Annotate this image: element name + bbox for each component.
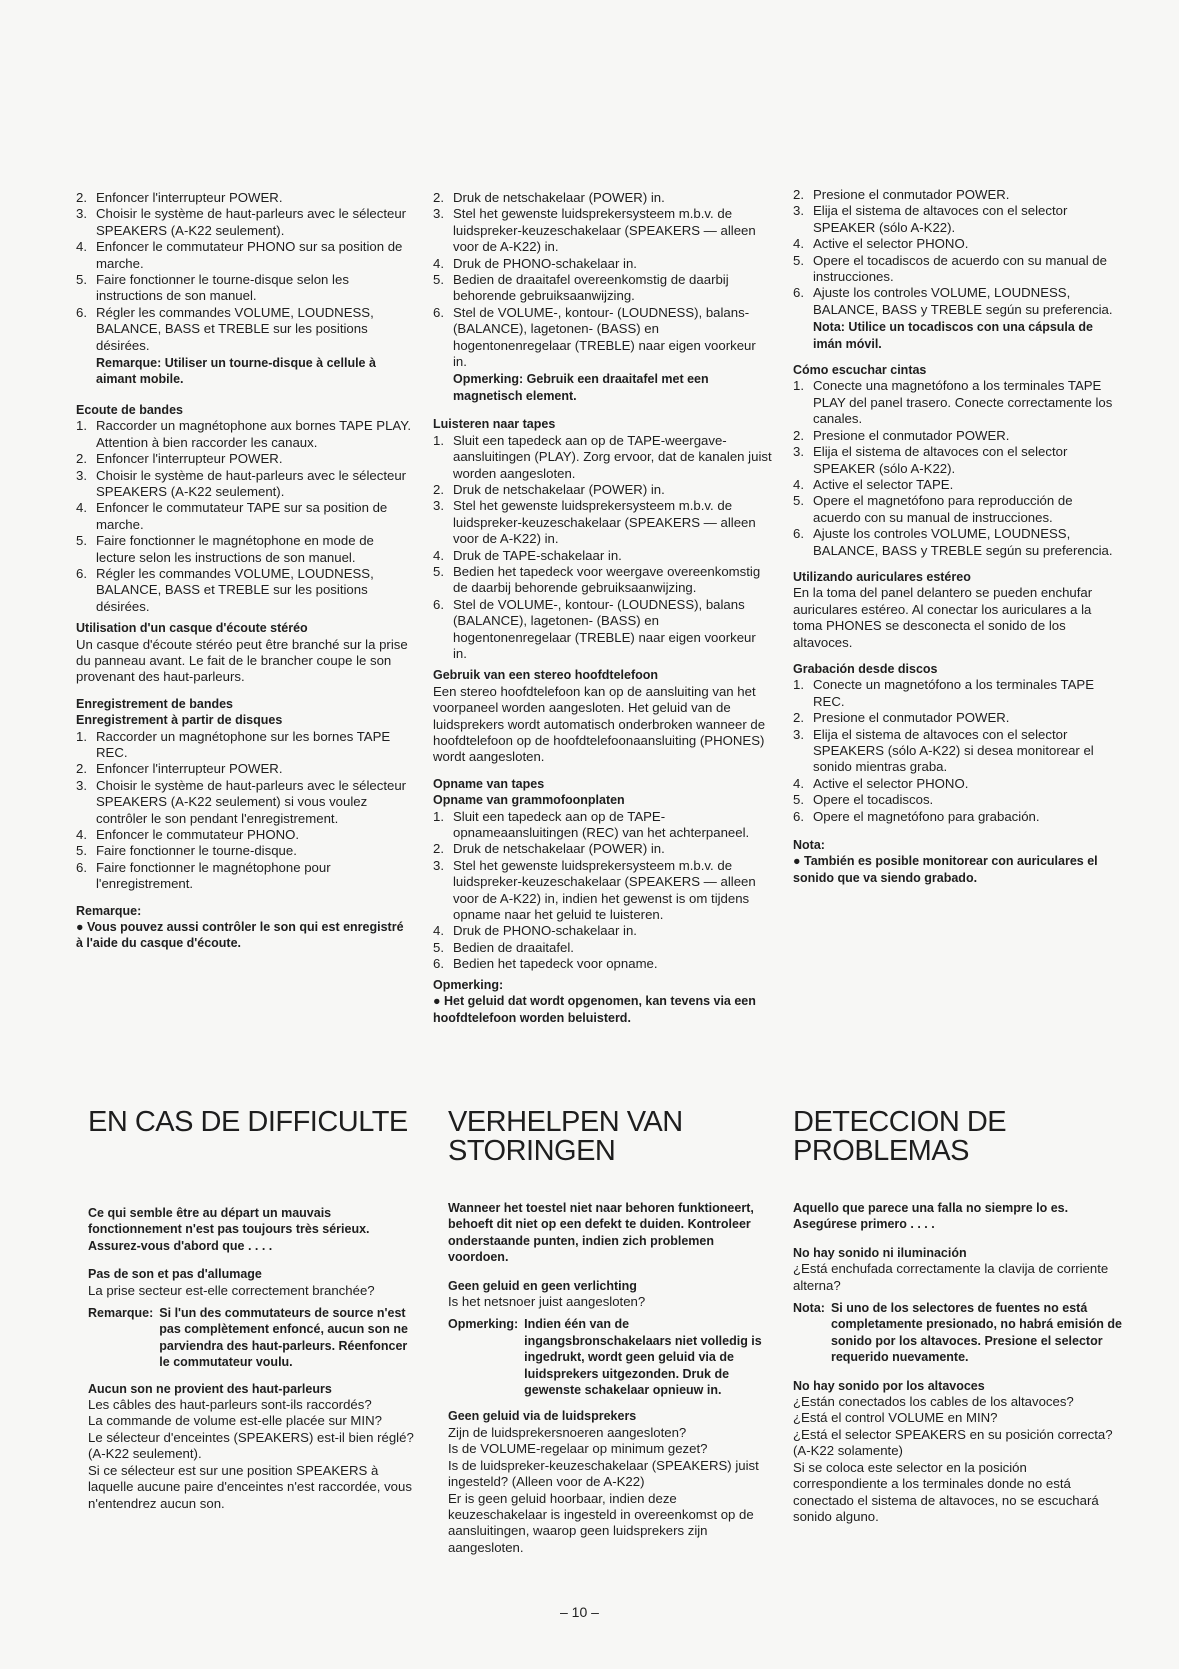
page-number: – 10 –: [560, 1604, 599, 1620]
fr-t2-line: La commande de volume est-elle placée sur MIN?: [88, 1413, 382, 1429]
nl-trouble-intro: Wanneer het toestel niet naar behoren funktioneert, behoeft dit niet op een defekt te duiden. Kontroleer onderstaande punten, indien zich problemen voordoen.: [448, 1201, 754, 1265]
nl-trouble-heading: VERHELPEN VAN STORINGEN: [448, 1106, 683, 1167]
nl-headphone-text: Een stereo hoofdtelefoon kan op de aansluiting van het voorpaneel worden aangesloten. Het geluid van de luidsprekers wordt automatisch onderbroken wanneer de hoofdtelefoon op de hoofdtelefoonaansluiting (PHONES) wordt aangesloten.: [433, 683, 766, 765]
fr-rec-note: ● Vous pouvez aussi contrôler le son qui est enregistré à l'aide du casque d'écoute.: [76, 920, 404, 951]
fr-t2-line: Si ce sélecteur est sur une position SPEAKERS à laquelle aucune paire d'enceintes n'est raccordée, vous n'entendrez aucun son.: [88, 1462, 412, 1511]
list-item: 3. Stel het gewenste luidsprekersysteem m.b.v. de luidspreker-keuzeschakelaar (SPEAKERS — alleen voor de A-K22) in, indien het gewenst is om tijdens opname naar het geluid te luisteren.: [433, 857, 756, 923]
nl-t2-title: Geen geluid via de luidsprekers: [448, 1409, 637, 1424]
list-item: 6. Régler les commandes VOLUME, LOUDNESS, BALANCE, BASS et TREBLE sur les positions désirées.: [76, 304, 374, 353]
nl-trouble-column: [448, 1200, 776, 1556]
list-item: 5. Bedien de draaitafel overeenkomstig de daarbij behorende gebruiksaanwijzing.: [433, 272, 729, 304]
es-rec-note-label: Nota:: [793, 838, 825, 853]
list-item: 3. Stel het gewenste luidsprekersysteem m.b.v. de luidspreker-keuzeschakelaar (SPEAKERS — alleen voor de A-K22) in.: [433, 206, 756, 255]
fr-phono-steps: [76, 190, 412, 354]
fr-rec-note-label: Remarque:: [76, 903, 142, 918]
nl-t2-line: Zijn de luidsprekersnoeren aangesloten?: [448, 1424, 687, 1440]
fr-t2-line: Les câbles des haut-parleurs sont-ils raccordés?: [88, 1397, 372, 1413]
fr-tape-title: Ecoute de bandes: [76, 402, 183, 417]
nl-rec-note-label: Opmerking:: [433, 977, 504, 992]
list-item: 4. Druk de PHONO-schakelaar in.: [433, 923, 637, 939]
list-item: 2. Druk de netschakelaar (POWER) in.: [433, 190, 665, 205]
list-item: 3. Choisir le système de haut-parleurs avec le sélecteur SPEAKERS (A-K22 seulement).: [76, 206, 407, 238]
es-t2-line: Si se coloca este selector en la posición correspondiente a los terminales donde no está conectado el sistema de altavoces, no se escuchará sonido alguno.: [793, 1459, 1099, 1524]
list-item: 3. Elija el sistema de altavoces con el selector SPEAKER (sólo A-K22).: [793, 203, 1068, 235]
list-item: 6. Opere el magnetófono para grabación.: [793, 808, 1040, 824]
fr-trouble-heading: EN CAS DE DIFFICULTE: [88, 1106, 408, 1138]
list-item: 4. Active el selector TAPE.: [793, 476, 954, 492]
list-item: 4. Active el selector PHONO.: [793, 236, 969, 252]
es-t2-line: ¿Están conectados los cables de los altavoces?: [793, 1394, 1074, 1410]
list-item: 6. Ajuste los controles VOLUME, LOUDNESS, BALANCE, BASS y TREBLE según su preferencia.: [793, 285, 1113, 317]
nl-headphone-title: Gebruik van een stereo hoofdtelefoon: [433, 668, 659, 683]
nl-phono-note: Opmerking: Gebruik een draaitafel met een magnetisch element.: [453, 372, 709, 403]
es-trouble-column: [793, 1200, 1123, 1525]
es-headphone-text: En la toma del panel delantero se pueden enchufar auriculares estéreo. Al conectar los auriculares a la toma PHONES se desconecta el sonido de los altavoces.: [793, 585, 1093, 650]
list-item: 4. Enfoncer le commutateur PHONO.: [76, 827, 300, 843]
es-headphone-title: Utilizando auriculares estéreo: [793, 569, 971, 584]
list-item: 2. Enfoncer l'interrupteur POWER.: [76, 190, 283, 205]
fr-t1-text: La prise secteur est-elle correctement branchée?: [88, 1282, 375, 1298]
list-item: 2. Presione el conmutador POWER.: [793, 427, 1010, 443]
es-t2-line: ¿Está el selector SPEAKERS en su posición correcta? (A-K22 solamente): [793, 1426, 1113, 1459]
es-phono-note: Nota: Utilice un tocadiscos con una cápsula de imán móvil.: [813, 320, 1093, 351]
es-rec-title: Grabación desde discos: [793, 661, 938, 676]
list-item: 2. Druk de netschakelaar (POWER) in.: [433, 481, 665, 497]
list-item: 5. Bedien de draaitafel.: [433, 939, 574, 955]
list-item: 3. Stel het gewenste luidsprekersysteem m.b.v. de luidspreker-keuzeschakelaar (SPEAKERS — alleen voor de A-K22) in.: [433, 498, 756, 547]
list-item: 1. Sluit een tapedeck aan op de TAPE-opnameaansluitingen (REC) van het achterpaneel.: [433, 808, 750, 841]
es-t2-title: No hay sonido por los altavoces: [793, 1378, 985, 1393]
nl-tape-steps: [433, 433, 773, 663]
list-item: 6. Stel de VOLUME-, kontour- (LOUDNESS), balans (BALANCE), lagetonen- (BASS) en hogentonenregelaar (TREBLE) naar eigen voorkeur in.: [433, 596, 756, 661]
es-trouble-intro: Aquello que parece una falla no siempre lo es. Asegúrese primero . . . .: [793, 1201, 1069, 1232]
es-tape-title: Cómo escuchar cintas: [793, 363, 927, 378]
nl-rec-title-1: Opname van tapes: [433, 776, 545, 791]
fr-operation-column: [76, 190, 412, 952]
list-item: 2. Presione el conmutador POWER.: [793, 710, 1010, 726]
es-t1-remark: Nota: Si uno de los selectores de fuentes no está completamente presionado, no habrá emisión de sonido por los altavoces. Presione el selector requerido nuevamente.: [793, 1301, 1122, 1365]
list-item: 6. Régler les commandes VOLUME, LOUDNESS, BALANCE, BASS et TREBLE sur les positions désirées.: [76, 565, 374, 614]
list-item: 5. Opere el magnetófono para reproducción de acuerdo con su manual de instrucciones.: [793, 493, 1073, 525]
es-rec-note: ● También es posible monitorear con auriculares el sonido que va siendo grabado.: [793, 854, 1098, 885]
nl-rec-steps: [433, 809, 773, 973]
es-operation-column: [793, 187, 1123, 886]
list-item: 5. Opere el tocadiscos.: [793, 792, 934, 808]
list-item: 6. Ajuste los controles VOLUME, LOUDNESS, BALANCE, BASS y TREBLE según su preferencia.: [793, 526, 1113, 558]
es-trouble-heading: DETECCION DE PROBLEMAS: [793, 1106, 1007, 1167]
es-t1-title: No hay sonido ni iluminación: [793, 1245, 967, 1260]
es-t1-text: ¿Está enchufada correctamente la clavija de corriente alterna?: [793, 1261, 1109, 1293]
list-item: 5. Faire fonctionner le tourne-disque selon les instructions de son manuel.: [76, 272, 349, 304]
list-item: 1. Raccorder un magnétophone sur les bornes TAPE REC.: [76, 728, 391, 760]
list-item: 6. Faire fonctionner le magnétophone pour l'enregistrement.: [76, 859, 331, 892]
list-item: 3. Choisir le système de haut-parleurs avec le sélecteur SPEAKERS (A-K22 seulement) si vous voulez contrôler le son pendant l'enregistrement.: [76, 777, 407, 826]
list-item: 4. Active el selector PHONO.: [793, 775, 969, 791]
nl-t2-line: Er is geen geluid hoorbaar, indien deze keuzeschakelaar is ingesteld in overeenkomst op de aansluitingen, waarop geen luidsprekers zijn aangesloten.: [448, 1490, 754, 1555]
list-item: 5. Faire fonctionner le magnétophone en mode de lecture selon les instructions de son manuel.: [76, 533, 374, 565]
list-item: 2. Enfoncer l'interrupteur POWER.: [76, 451, 283, 467]
list-item: 6. Stel de VOLUME-, kontour- (LOUDNESS), balans- (BALANCE), lagetonen- (BASS) en hogentonenregelaar (TREBLE) naar eigen voorkeur in.: [433, 304, 756, 370]
fr-t2-line: Le sélecteur d'enceintes (SPEAKERS) est-il bien réglé? (A-K22 seulement).: [88, 1429, 414, 1462]
list-item: 5. Bedien het tapedeck voor weergave overeenkomstig de daarbij behorende gebruiksaanwijzing.: [433, 563, 761, 596]
fr-trouble-column: [88, 1205, 418, 1512]
nl-phono-steps: [433, 190, 773, 370]
list-item: 5. Opere el tocadiscos de acuerdo con su manual de instrucciones.: [793, 252, 1107, 285]
fr-t1-title: Pas de son et pas d'allumage: [88, 1267, 262, 1282]
list-item: 4. Druk de PHONO-schakelaar in.: [433, 255, 637, 271]
list-item: 1. Conecte una magnetófono a los terminales TAPE PLAY del panel trasero. Conecte correctamente los canales.: [793, 378, 1113, 427]
list-item: 6. Bedien het tapedeck voor opname.: [433, 956, 658, 972]
list-item: 4. Enfoncer le commutateur TAPE sur sa position de marche.: [76, 500, 388, 532]
list-item: 3. Choisir le système de haut-parleurs avec le sélecteur SPEAKERS (A-K22 seulement).: [76, 467, 407, 499]
nl-rec-note: ● Het geluid dat wordt opgenomen, kan tevens via een hoofdtelefoon worden beluisterd.: [433, 994, 756, 1025]
nl-rec-title-2: Opname van grammofoonplaten: [433, 793, 625, 808]
nl-tape-title: Luisteren naar tapes: [433, 417, 556, 432]
fr-rec-steps: [76, 729, 412, 893]
nl-t1-text: Is het netsnoer juist aangesloten?: [448, 1294, 646, 1310]
list-item: 3. Elija el sistema de altavoces con el selector SPEAKER (sólo A-K22).: [793, 444, 1068, 476]
nl-t2-line: Is de VOLUME-regelaar op minimum gezet?: [448, 1441, 708, 1457]
list-item: 4. Druk de TAPE-schakelaar in.: [433, 547, 622, 563]
fr-t2-title: Aucun son ne provient des haut-parleurs: [88, 1381, 332, 1396]
list-item: 3. Elija el sistema de altavoces con el selector SPEAKERS (sólo A-K22) si desea monitorear el sonido mientras graba.: [793, 726, 1094, 775]
fr-tape-steps: [76, 418, 412, 615]
es-t2-line: ¿Está el control VOLUME en MIN?: [793, 1410, 998, 1426]
fr-phono-note: Remarque: Utiliser un tourne-disque à cellule à aimant mobile.: [96, 356, 376, 387]
list-item: 1. Conecte un magnetófono a los terminales TAPE REC.: [793, 677, 1095, 709]
es-rec-steps: [793, 677, 1123, 825]
fr-trouble-intro: Ce qui semble être au départ un mauvais fonctionnement n'est pas toujours très sérieux. Assurez-vous d'abord que . . . .: [88, 1206, 370, 1253]
fr-t1-remark: Remarque: Si l'un des commutateurs de source n'est pas complètement enfoncé, aucun son ne parviendra des haut-parleurs. Réenfoncer le commutateur voulu.: [88, 1306, 408, 1370]
list-item: 1. Sluit een tapedeck aan op de TAPE-weergave-aansluitingen (PLAY). Zorg ervoor, dat de kanalen juist worden aangesloten.: [433, 432, 772, 481]
list-item: 4. Enfoncer le commutateur PHONO sur sa position de marche.: [76, 239, 403, 271]
nl-operation-column: [433, 190, 773, 1026]
fr-rec-title-2: Enregistrement à partir de disques: [76, 713, 283, 728]
nl-t2-line: Is de luidspreker-keuzeschakelaar (SPEAKERS) juist ingesteld? (Alleen voor de A-K22): [448, 1457, 759, 1490]
fr-headphone-title: Utilisation d'un casque d'écoute stéréo: [76, 621, 308, 636]
es-tape-steps: [793, 378, 1123, 558]
list-item: 1. Raccorder un magnétophone aux bornes TAPE PLAY. Attention à bien raccorder les canaux.: [76, 418, 411, 450]
list-item: 5. Faire fonctionner le tourne-disque.: [76, 843, 297, 859]
es-phono-steps: [793, 187, 1123, 318]
nl-t1-title: Geen geluid en geen verlichting: [448, 1278, 637, 1293]
list-item: 2. Presione el conmutador POWER.: [793, 187, 1010, 202]
list-item: 2. Druk de netschakelaar (POWER) in.: [433, 841, 665, 857]
fr-rec-title-1: Enregistrement de bandes: [76, 696, 233, 711]
list-item: 2. Enfoncer l'interrupteur POWER.: [76, 761, 283, 777]
fr-headphone-text: Un casque d'écoute stéréo peut être branché sur la prise du panneau avant. Le fait de le brancher coupe le son provenant des haut-parleurs.: [76, 636, 408, 685]
nl-t1-remark: Opmerking: Indien één van de ingangsbronschakelaars niet volledig is ingedrukt, wordt geen geluid via de luidsprekers uitgezonden. Druk de gewenste schakelaar opnieuw in.: [448, 1317, 762, 1398]
